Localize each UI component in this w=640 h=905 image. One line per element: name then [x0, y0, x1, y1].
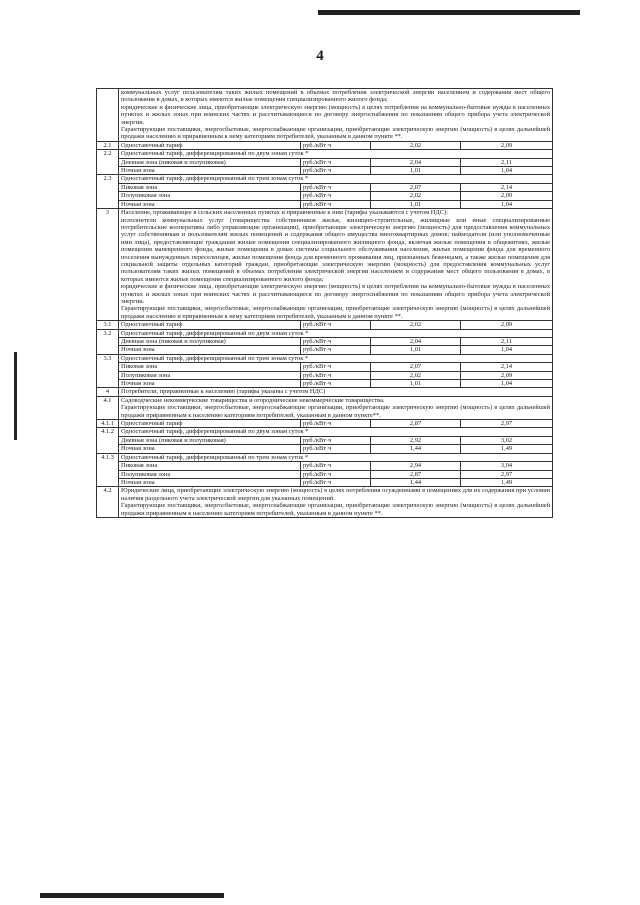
row-number: 3.1	[97, 321, 119, 329]
value-period-2: 2,14	[461, 183, 553, 191]
zone-name: Дневная зона (пиковая и полупиковая)	[119, 436, 301, 444]
value-period-1: 2,87	[371, 470, 461, 478]
value-period-2: 2,09	[461, 192, 553, 200]
zone-name: Полупиковая зона	[119, 192, 301, 200]
scan-line-top	[318, 10, 580, 15]
paragraph: Гарантирующие поставщики, энергосбытовые, энергоснабжающие организации, приобретающие электрическую энергию (мощность) в целях дальнейшей продажи приравненным к населению категориям потребителей, указанным в данном пункте**.	[121, 404, 551, 419]
value-period-1: 1,01	[371, 200, 461, 208]
value-period-1: 1,01	[371, 346, 461, 354]
value-period-2: 2,11	[461, 158, 553, 166]
subsection-header: Одноставочный тариф, дифференцированный по трем зонам суток *	[119, 453, 553, 461]
row-number: 2.2	[97, 150, 119, 175]
scan-line-bottom	[40, 893, 224, 898]
paragraph: Гарантирующие поставщики, энергосбытовые, энергоснабжающие организации, приобретающие электрическую энергию (мощность) в целях дальнейшей продажи населению и приравненным к нему категориям потребителей, указанным в данном пункте **.	[121, 305, 551, 320]
value-period-1: 1,44	[371, 478, 461, 486]
zone-name: Полупиковая зона	[119, 371, 301, 379]
row-number: 4.1.2	[97, 428, 119, 453]
zone-name: Ночная зона	[119, 478, 301, 486]
zone-name: Ночная зона	[119, 380, 301, 388]
value-period-1: 1,44	[371, 445, 461, 453]
unit-cell: руб./кВт·ч	[301, 380, 371, 388]
row-number: 2.1	[97, 141, 119, 149]
unit-cell: руб./кВт·ч	[301, 445, 371, 453]
zone-name: Ночная зона	[119, 445, 301, 453]
table-row	[97, 209, 553, 321]
unit-cell: руб./кВт·ч	[301, 420, 371, 428]
value-period-1: 2,07	[371, 183, 461, 191]
table-row	[97, 470, 553, 478]
unit-cell: руб./кВт·ч	[301, 346, 371, 354]
table-row	[97, 396, 553, 419]
description-cell	[119, 89, 553, 142]
unit-cell: руб./кВт·ч	[301, 371, 371, 379]
section-header: Потребители, приравненные к населению (тарифы указаны с учетом НДС)	[119, 388, 553, 396]
row-number: 4.1.1	[97, 420, 119, 428]
table-row	[97, 200, 553, 208]
paragraph: коммунальных услуг пользователям таких жилых помещений в объемах потребления электрической энергии населением и содержания мест общего пользования в домах, в которых имеются жилые помещения специализированного жилого фонда;	[121, 89, 551, 104]
paragraph: Гарантирующие поставщики, энергосбытовые, энергоснабжающие организации, приобретающие электрическую энергию (мощность) в целях дальнейшей продажи приравненным к населению категориям потребителей, указанным в данном пункте **.	[121, 502, 551, 517]
value-period-1: 1,01	[371, 380, 461, 388]
zone-name: Пиковая зона	[119, 183, 301, 191]
value-period-2: 1,49	[461, 445, 553, 453]
table-row	[97, 175, 553, 183]
row-number: 4	[97, 388, 119, 396]
zone-name: Пиковая зона	[119, 462, 301, 470]
zone-name: Ночная зона	[119, 346, 301, 354]
unit-cell: руб./кВт·ч	[301, 462, 371, 470]
table-row	[97, 478, 553, 486]
table-row	[97, 371, 553, 379]
table-row	[97, 487, 553, 518]
unit-cell: руб./кВт·ч	[301, 436, 371, 444]
paragraph: Садоводческие некоммерческие товарищества и огороднические некоммерческие товарищества.	[121, 396, 385, 404]
unit-cell: руб./кВт·ч	[301, 470, 371, 478]
value-period-2: 2,11	[461, 338, 553, 346]
value-period-1: 2,02	[371, 141, 461, 149]
table-row	[97, 420, 553, 428]
value-period-1: 2,92	[371, 436, 461, 444]
value-period-2: 1,04	[461, 200, 553, 208]
table-row	[97, 363, 553, 371]
zone-name: Дневная зона (пиковая и полупиковая)	[119, 338, 301, 346]
row-number: 4.1	[97, 396, 119, 419]
table-row	[97, 346, 553, 354]
description-cell	[119, 487, 553, 518]
value-period-1: 1,01	[371, 167, 461, 175]
table-row	[97, 338, 553, 346]
paragraph: Население, проживающее в сельских населенных пунктах и приравненные к ним (тарифы указываются с учетом НДС):	[121, 209, 448, 217]
value-period-2: 3,04	[461, 462, 553, 470]
table-row	[97, 462, 553, 470]
value-period-2: 1,49	[461, 478, 553, 486]
value-period-2: 2,09	[461, 371, 553, 379]
row-number: 4.1.3	[97, 453, 119, 487]
table-row	[97, 150, 553, 158]
unit-cell: руб./кВт·ч	[301, 192, 371, 200]
paragraph: Гарантирующие поставщики, энергосбытовые, энергоснабжающие организации, приобретающие электрическую энергию (мощность) в целях дальнейшей продажи населению и приравненным к нему категориям потребителей, указанным в данном пункте **.	[121, 126, 551, 141]
zone-name: Полупиковая зона	[119, 470, 301, 478]
value-period-2: 2,09	[461, 321, 553, 329]
unit-cell: руб./кВт·ч	[301, 363, 371, 371]
table-row	[97, 321, 553, 329]
number-cell	[97, 89, 119, 142]
unit-cell: руб./кВт·ч	[301, 167, 371, 175]
table-row	[97, 141, 553, 149]
table-row	[97, 89, 553, 142]
zone-name: Ночная зона	[119, 167, 301, 175]
subsection-header: Одноставочный тариф, дифференцированный по трем зонам суток *	[119, 175, 553, 183]
row-number: 3	[97, 209, 119, 321]
unit-cell: руб./кВт·ч	[301, 478, 371, 486]
value-period-2: 1,04	[461, 167, 553, 175]
table-row	[97, 354, 553, 362]
subsection-header: Одноставочный тариф, дифференцированный по двум зонам суток *	[119, 150, 553, 158]
table-row	[97, 436, 553, 444]
zone-name: Ночная зона	[119, 200, 301, 208]
tariff-name: Одноставочный тариф	[119, 321, 301, 329]
subsection-header: Одноставочный тариф, дифференцированный по двум зонам суток *	[119, 329, 553, 337]
value-period-1: 2,04	[371, 158, 461, 166]
row-number: 4.2	[97, 487, 119, 518]
description-cell	[119, 209, 553, 321]
table-row	[97, 329, 553, 337]
tariff-table	[96, 88, 553, 518]
value-period-2: 2,97	[461, 470, 553, 478]
paragraph: юридические и физические лица, приобретающие электрическую энергию (мощность) в целях потребления на коммунально-бытовые нужды в населенных пунктах и жилых зонах при воинских частях и рассчитывающиеся по договору энергоснабжения по показаниям общего прибора учета электрической энергии.	[121, 103, 551, 126]
value-period-2: 2,09	[461, 141, 553, 149]
value-period-1: 2,02	[371, 371, 461, 379]
row-number: 3.3	[97, 354, 119, 388]
value-period-2: 2,97	[461, 420, 553, 428]
value-period-2: 2,14	[461, 363, 553, 371]
zone-name: Дневная зона (пиковая и полупиковая)	[119, 158, 301, 166]
row-number: 2.3	[97, 175, 119, 209]
table-row	[97, 167, 553, 175]
unit-cell: руб./кВт·ч	[301, 141, 371, 149]
unit-cell: руб./кВт·ч	[301, 338, 371, 346]
value-period-2: 1,04	[461, 346, 553, 354]
table-row	[97, 158, 553, 166]
table-row	[97, 380, 553, 388]
table-row	[97, 445, 553, 453]
unit-cell: руб./кВт·ч	[301, 183, 371, 191]
tariff-name: Одноставочный тариф	[119, 141, 301, 149]
unit-cell: руб./кВт·ч	[301, 158, 371, 166]
subsection-header: Одноставочный тариф, дифференцированный по трем зонам суток *	[119, 354, 553, 362]
unit-cell: руб./кВт·ч	[301, 200, 371, 208]
table-row	[97, 428, 553, 436]
value-period-1: 2,94	[371, 462, 461, 470]
page-number: 4	[316, 48, 324, 64]
paragraph: Юридические лица, приобретающие электрическую энергию (мощность) в целях потребления осужденными в помещениях для их содержания при условии наличия раздельного учета электрической энергии для указанных помещений.	[121, 487, 551, 502]
table-row	[97, 192, 553, 200]
value-period-1: 2,07	[371, 363, 461, 371]
unit-cell: руб./кВт·ч	[301, 321, 371, 329]
scan-line-left	[14, 352, 17, 440]
description-cell	[119, 396, 553, 419]
table-row	[97, 453, 553, 461]
paragraph: юридические и физические лица, приобретающие электрическую энергию (мощность) в целях потребления на коммунально-бытовые нужды в населенных пунктах и жилых зонах при воинских частях и рассчитывающиеся по договору энергоснабжения по показаниям общего прибора учета электрической энергии.	[121, 283, 551, 305]
value-period-1: 2,02	[371, 192, 461, 200]
paragraph: исполнители коммунальных услуг (товарищества собственников жилья, жилищно-строительные, жилищные или иные специализированные потребительские кооперативы либо управляющие организации), приобретающие электрическую энергию (мощность) для предоставления коммунальных услуг собственникам и пользователям жилых помещений и содержания общего имущества многоквартирных домов; наймодатели (или уполномоченные ими лица), предоставляющие гражданам жилые помещения специализированного жилищного фонда, включая жилые помещения в общежитиях, жилые помещения маневренного фонда, жилые помещения в домах системы социального обслуживания населения, жилые помещения фонда для временного поселения вынужденных переселенцев, жилые помещения фонда для временного проживания лиц, признанных беженцами, а также жилые помещения для социальной защиты отдельных категорий граждан, приобретающие электрическую энергию (мощность) для предоставления коммунальных услуг пользователям таких жилых помещений в объемах потребления электрической энергии населением и содержания мест общего пользования в домах, в которых имеются жилые помещения специализированного жилого фонда;	[121, 216, 551, 283]
value-period-2: 3,02	[461, 436, 553, 444]
zone-name: Пиковая зона	[119, 363, 301, 371]
subsection-header: Одноставочный тариф, дифференцированный по двум зонам суток *	[119, 428, 553, 436]
value-period-1: 2,04	[371, 338, 461, 346]
tariff-name: Одноставочный тариф	[119, 420, 301, 428]
table-row	[97, 388, 553, 396]
row-number: 3.2	[97, 329, 119, 354]
value-period-2: 1,04	[461, 380, 553, 388]
value-period-1: 2,87	[371, 420, 461, 428]
table-row	[97, 183, 553, 191]
value-period-1: 2,02	[371, 321, 461, 329]
